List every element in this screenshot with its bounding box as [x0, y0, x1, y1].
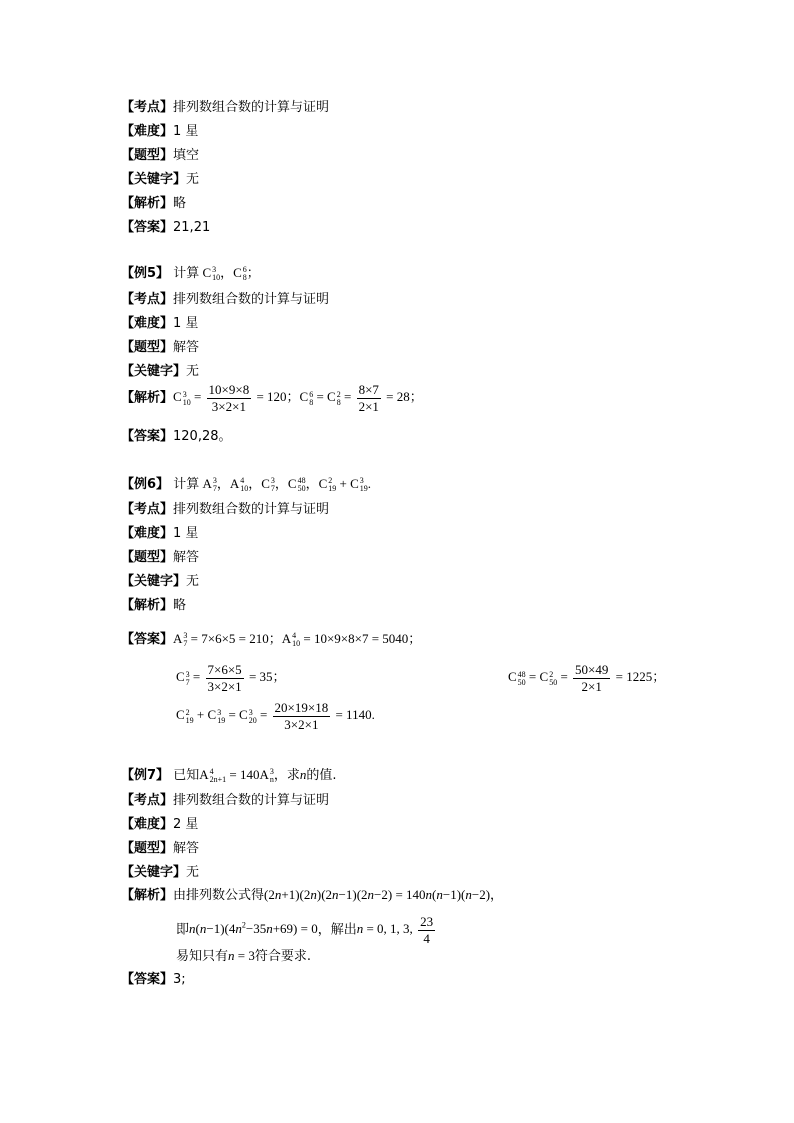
- tixing-row: 【题型】填空: [121, 148, 200, 163]
- example-5-title: 【例5】 计算 C 3 10 ，C 6 8 ；: [121, 265, 260, 283]
- answer-formula: C 3 7 = $\frac{7\times 6\times 5}{3\times 2\times 1}$ = 35；: [176, 662, 286, 694]
- nandu-row: 【难度】1 星: [121, 526, 199, 541]
- guanjianzi-row: 【关键字】无: [121, 172, 200, 187]
- guanjianzi-row: 【关键字】无: [121, 364, 200, 379]
- answer-formula: C 48 50 = C 2 50 = $\frac{50\times 49}{2\times 1}$ = 1225；: [508, 662, 666, 694]
- tixing-row: 【题型】解答: [121, 841, 200, 856]
- daan-row: 【答案】A 3 7 = 7×6×5 = 210；A 4 10 = 10×9×8×7 = 5040；: [121, 631, 422, 649]
- guanjianzi-row: 【关键字】无: [121, 865, 200, 880]
- kaodian-row: 【考点】排列数组合数的计算与证明: [121, 502, 330, 517]
- tixing-row: 【题型】解答: [121, 340, 200, 355]
- daan-row: 【答案】120,28。: [121, 429, 232, 444]
- nandu-row: 【难度】2 星: [121, 817, 199, 832]
- answer-formula: C 2 19 + C 3 19 = C 3 20 = $\frac{20\times 19\times 18}{3\times 2\times 1}$ = 1140.: [176, 700, 375, 732]
- jiexi-row: 【解析】略: [121, 598, 187, 613]
- solution-line-2: 即$n(n-1)(4n^2-35n+69) = 0$，解出n = 0, 1, 3, $\frac{23}{4}$: [176, 914, 434, 946]
- jiexi-row: 【解析】C 3 10 = $\frac{10\times 9\times 8}{3\times 2\times 1}$ = 120；C 6 8 = C 2 8 = $\frac{8\times 7}{2\times 1}$ = 28；: [121, 382, 423, 414]
- nandu-row: 【难度】1 星: [121, 316, 199, 331]
- daan-row: 【答案】3;: [121, 972, 186, 987]
- jiexi-row: 【解析】由排列数公式得(2n+1)(2n)(2n−1)(2n−2) = 140n(n−1)(n−2)，: [121, 887, 504, 903]
- kaodian-row: 【考点】排列数组合数的计算与证明: [121, 292, 330, 307]
- kaodian-row: 【考点】排列数组合数的计算与证明: [121, 100, 330, 115]
- example-6-title: 【例6】 计算 A 3 7 ，A 4 10 ，C 3 7 ，C 48 50 ，C 2 19 + C 3 19 .: [121, 476, 372, 494]
- daan-row: 【答案】21,21: [121, 220, 211, 235]
- nandu-row: 【难度】1 星: [121, 124, 199, 139]
- guanjianzi-row: 【关键字】无: [121, 574, 200, 589]
- example-7-title: 【例7】 已知A 4 2n+1 = 140A 3 n ，求n的值.: [121, 767, 337, 785]
- solution-line-3: 易知只有n = 3符合要求.: [176, 948, 311, 964]
- jiexi-row: 【解析】略: [121, 196, 187, 211]
- tixing-row: 【题型】解答: [121, 550, 200, 565]
- kaodian-row: 【考点】排列数组合数的计算与证明: [121, 793, 330, 808]
